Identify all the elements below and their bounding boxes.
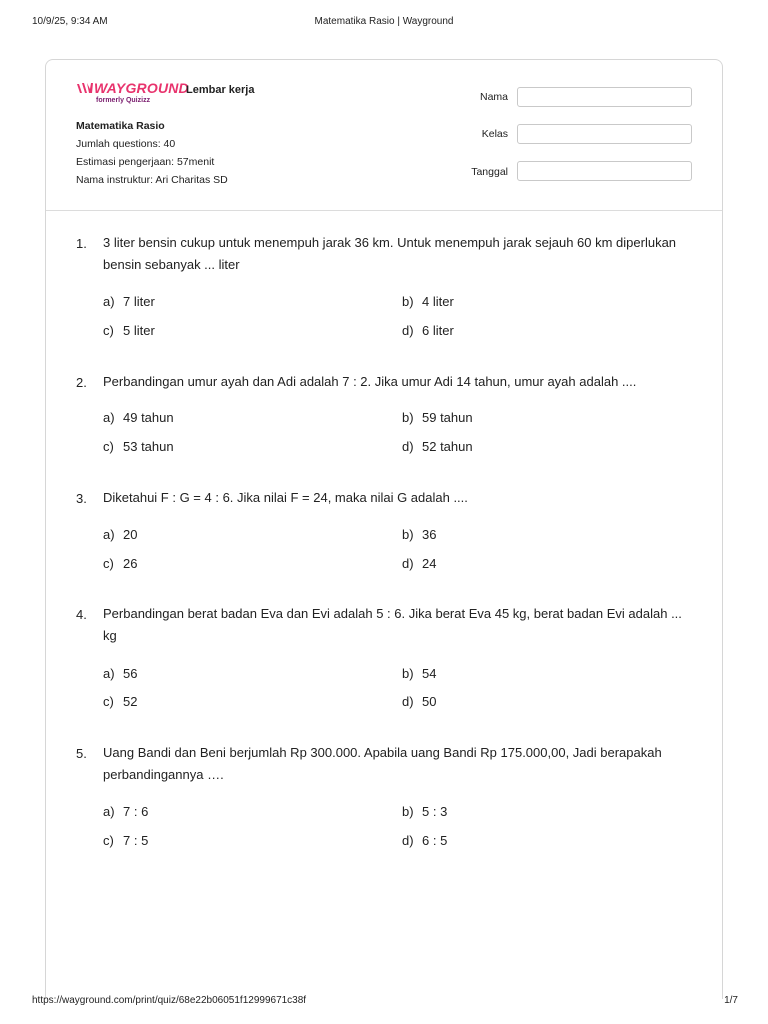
- worksheet-header: [46, 60, 722, 211]
- option-letter: c): [103, 439, 114, 454]
- option-c: [103, 323, 155, 338]
- option-text: 24: [422, 556, 437, 571]
- option-b: [402, 804, 447, 819]
- option-d: [402, 694, 436, 709]
- option-text: 5 liter: [123, 323, 155, 338]
- option-c: [103, 833, 148, 848]
- question-text: Uang Bandi dan Beni berjumlah Rp 300.000. Apabila uang Bandi Rp 175.000,00, Jadi berapakah perbandingannya ….: [103, 745, 662, 782]
- option-a: [103, 294, 155, 309]
- question-count: Jumlah questions: 40: [76, 138, 176, 150]
- logo-subtitle: formerly Quizizz: [96, 97, 151, 104]
- question-text: Perbandingan berat badan Eva dan Evi adalah 5 : 6. Jika berat Eva 45 kg, berat badan Evi adalah ... kg: [103, 606, 682, 643]
- logo-wordmark: [76, 80, 189, 96]
- option-text: 49 tahun: [123, 410, 174, 425]
- question-number: 3.: [76, 491, 87, 506]
- option-letter: d): [402, 694, 414, 709]
- option-text: 56: [123, 666, 138, 681]
- wayground-logo: [76, 80, 189, 112]
- question-number: 1.: [76, 236, 87, 251]
- option-text: 7 : 5: [123, 833, 149, 848]
- option-letter: d): [402, 556, 414, 571]
- option-d: [402, 323, 454, 338]
- option-letter: c): [103, 323, 114, 338]
- question-text: 3 liter bensin cukup untuk menempuh jarak 36 km. Untuk menempuh jarak sejauh 60 km diperlukan bensin sebanyak ... liter: [103, 235, 677, 272]
- option-letter: a): [103, 410, 115, 425]
- class-field[interactable]: [517, 124, 692, 144]
- option-a: [103, 410, 174, 425]
- name-field[interactable]: [517, 87, 692, 107]
- name-label: Nama: [479, 91, 508, 103]
- option-d: [402, 439, 473, 454]
- question-number: 4.: [76, 607, 87, 622]
- option-a: [103, 527, 137, 542]
- option-text: 50: [422, 694, 437, 709]
- option-text: 7 liter: [123, 294, 155, 309]
- quiz-title: Matematika Rasio: [76, 120, 165, 132]
- option-letter: d): [402, 439, 414, 454]
- question-number: 2.: [76, 375, 87, 390]
- option-letter: d): [402, 833, 414, 848]
- question-text: Perbandingan umur ayah dan Adi adalah 7 : 2. Jika umur Adi 14 tahun, umur ayah adalah ....: [103, 374, 637, 389]
- instructor-name: Nama instruktur: Ari Charitas SD: [76, 174, 228, 186]
- option-text: 52: [123, 694, 138, 709]
- option-b: [402, 294, 454, 309]
- class-label: Kelas: [481, 128, 508, 140]
- option-letter: b): [402, 294, 414, 309]
- print-url: https://wayground.com/print/quiz/68e22b06051f12999671c38f: [32, 995, 307, 1006]
- option-b: [402, 666, 436, 681]
- print-page-number: 1/7: [724, 995, 738, 1006]
- option-d: [402, 556, 436, 571]
- option-letter: b): [402, 527, 414, 542]
- option-letter: c): [103, 694, 114, 709]
- option-text: 6 liter: [422, 323, 454, 338]
- option-b: [402, 410, 473, 425]
- option-text: 20: [123, 527, 138, 542]
- option-text: 7 : 6: [123, 804, 149, 819]
- option-text: 4 liter: [422, 294, 454, 309]
- option-letter: b): [402, 804, 414, 819]
- option-c: [103, 694, 137, 709]
- logo-brand: WAYGROUND: [94, 80, 189, 96]
- option-text: 54: [422, 666, 437, 681]
- option-a: [103, 804, 148, 819]
- option-text: 6 : 5: [422, 833, 448, 848]
- option-text: 59 tahun: [422, 410, 473, 425]
- option-letter: b): [402, 666, 414, 681]
- option-b: [402, 527, 436, 542]
- print-datetime: 10/9/25, 9:34 AM: [32, 16, 108, 27]
- option-text: 53 tahun: [123, 439, 174, 454]
- logo-mark-icon: [76, 82, 94, 94]
- option-letter: d): [402, 323, 414, 338]
- option-a: [103, 666, 137, 681]
- print-header: [0, 16, 768, 30]
- option-text: 26: [123, 556, 138, 571]
- date-field[interactable]: [517, 161, 692, 181]
- time-estimate: Estimasi pengerjaan: 57menit: [76, 156, 215, 168]
- print-page-title: Matematika Rasio | Wayground: [314, 16, 454, 27]
- option-text: 5 : 3: [422, 804, 448, 819]
- option-letter: a): [103, 666, 115, 681]
- option-letter: b): [402, 410, 414, 425]
- option-letter: c): [103, 833, 114, 848]
- date-label: Tanggal: [471, 166, 508, 178]
- option-letter: a): [103, 527, 115, 542]
- option-text: 36: [422, 527, 437, 542]
- worksheet: [45, 59, 723, 999]
- question-number: 5.: [76, 746, 87, 761]
- option-letter: a): [103, 294, 115, 309]
- option-letter: a): [103, 804, 115, 819]
- option-c: [103, 439, 174, 454]
- sheet-type-label: Lembar kerja: [186, 84, 255, 96]
- option-d: [402, 833, 447, 848]
- question-text: Diketahui F : G = 4 : 6. Jika nilai F = 24, maka nilai G adalah ....: [103, 490, 468, 505]
- option-letter: c): [103, 556, 114, 571]
- option-text: 52 tahun: [422, 439, 473, 454]
- option-c: [103, 556, 137, 571]
